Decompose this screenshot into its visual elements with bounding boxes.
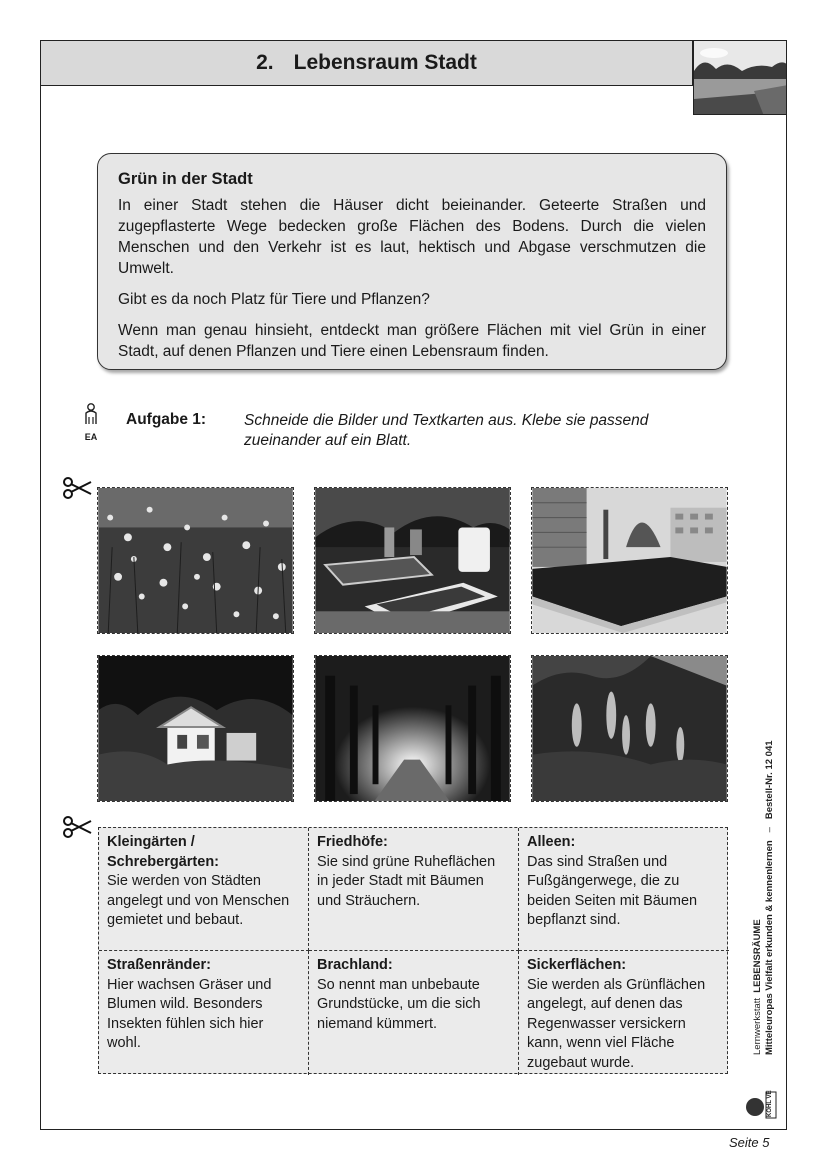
separator: – xyxy=(764,827,775,833)
text-card xyxy=(309,951,519,1075)
work-mode-label: EA xyxy=(84,432,98,442)
page-number: Seite 5 xyxy=(729,1135,770,1150)
person-icon xyxy=(84,403,98,425)
photo-cemetery xyxy=(314,487,511,634)
publisher-logo-icon xyxy=(744,1090,778,1120)
series-subtitle: Mitteleuropas Vielfalt erkunden & kennenlernen xyxy=(764,840,775,1055)
series-prefix: Lernwerkstatt xyxy=(752,997,763,1055)
info-paragraph: Wenn man genau hinsieht, entdeckt man größere Flächen mit viel Grün in einer Stadt, auf denen Pflanzen und Tiere einen Lebensraum finden. xyxy=(118,322,706,360)
info-paragraph: In einer Stadt stehen die Häuser dicht beieinander. Geteerte Straßen und zugepflasterte Wege bedecken große Flächen des Bodens. Durch die vielen Menschen und den Verkehr ist es laut, hektisch und Abgase verschmutzen die Umwelt. xyxy=(118,197,706,277)
series-title: LEBENSRÄUME xyxy=(752,919,763,993)
card-title: Friedhöfe: xyxy=(317,834,388,850)
card-text: Hier wachsen Gräser und Blumen wild. Besonders Insekten fühlen sich hier wohl. xyxy=(107,976,272,1051)
card-text: Sie werden als Grünflächen angelegt, auf denen das Regenwasser versickern kann, wenn viel Fläche zugebaut wurde. xyxy=(527,976,706,1071)
text-card xyxy=(99,828,309,951)
text-card xyxy=(519,828,729,951)
scissors-icon xyxy=(62,476,92,500)
card-title: Sickerflächen: xyxy=(527,957,627,973)
info-box-title: Grün in der Stadt xyxy=(118,170,253,188)
card-text: Sie werden von Städten angelegt und von Menschen gemietet und bebaut. xyxy=(107,873,290,928)
sidebar-publisher-info xyxy=(752,695,776,1055)
scissors-icon xyxy=(62,815,92,839)
info-paragraph: Gibt es da noch Platz für Tiere und Pflanzen? xyxy=(118,291,430,308)
task-instruction: Schneide die Bilder und Textkarten aus. Klebe sie passend zueinander auf ein Blatt. xyxy=(244,412,649,449)
individual-work-badge xyxy=(80,403,102,449)
card-title: Straßenränder: xyxy=(107,957,211,973)
chapter-number: 2. xyxy=(256,51,274,74)
text-card xyxy=(99,951,309,1075)
chapter-title: Lebensraum Stadt xyxy=(293,51,477,74)
card-text: Sie sind grüne Ruheflächen in jeder Stadt mit Bäumen und Sträuchern. xyxy=(317,853,496,909)
order-number: Bestell-Nr. 12 041 xyxy=(764,740,775,820)
card-title: Kleingärten / Schrebergärten: xyxy=(107,834,220,870)
header-lake-photo xyxy=(693,40,787,115)
text-cards-grid xyxy=(98,827,728,1074)
card-text: Das sind Straßen und Fußgängerwege, die zu beiden Seiten mit Bäumen bepflanzt sind. xyxy=(527,853,698,928)
photo-garden-house xyxy=(97,655,294,802)
task-label: Aufgabe 1: xyxy=(126,411,207,428)
photo-wildflowers xyxy=(97,487,294,634)
card-text: So nennt man unbebaute Grundstücke, um die sich niemand kümmert. xyxy=(317,976,481,1032)
photo-tree-avenue xyxy=(314,655,511,802)
photo-urban-green-roof xyxy=(531,487,728,634)
text-card xyxy=(309,828,519,951)
card-title: Alleen: xyxy=(527,834,576,850)
card-title: Brachland: xyxy=(317,957,393,973)
publisher-name: KOHL VERLAG xyxy=(767,1090,773,1117)
text-card xyxy=(519,951,729,1075)
info-box xyxy=(97,153,727,370)
photo-roadside-lupines xyxy=(531,655,728,802)
chapter-header xyxy=(40,40,693,86)
